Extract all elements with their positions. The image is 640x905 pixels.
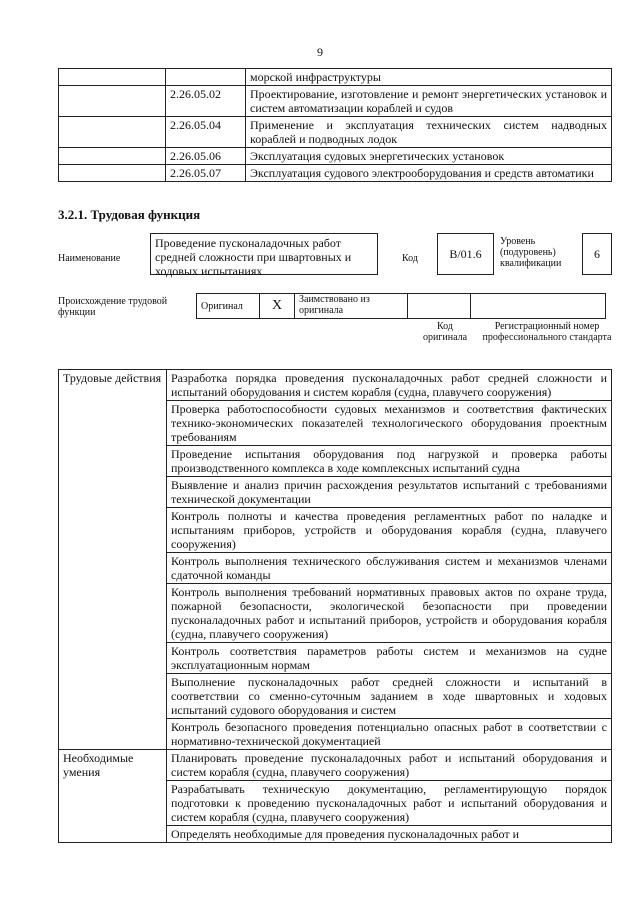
required-skills-item: Определять необходимые для проведения пусконаладочных работ и xyxy=(167,826,612,843)
section-heading: 3.2.1. Трудовая функция xyxy=(58,207,201,222)
table-row xyxy=(59,86,612,117)
labor-actions-item: Контроль безопасного проведения потенциально опасных работ в соответствии с нормативно-технической документацией xyxy=(167,719,612,750)
table-row xyxy=(59,165,612,182)
empty-cell xyxy=(59,165,166,182)
labor-actions-item: Контроль выполнения технического обслуживания систем и механизмов членами сдаточной команды xyxy=(167,553,612,584)
specialty-code: 2.26.05.07 xyxy=(166,165,246,182)
labor-actions-item: Контроль соответствия параметров работы систем и механизмов на судне эксплуатационным нормам xyxy=(167,643,612,674)
education-continuation-table xyxy=(58,68,612,182)
specialty-code: 2.26.05.06 xyxy=(166,148,246,165)
borrowed-label: Заимствовано из оригинала xyxy=(295,294,408,319)
table-row xyxy=(59,750,612,781)
page-number: 9 xyxy=(317,45,323,59)
origin-table xyxy=(196,293,606,319)
empty-cell xyxy=(59,69,166,86)
required-skills-header: Необходимые умения xyxy=(59,750,167,843)
labor-function-table xyxy=(58,369,612,843)
specialty-name: Эксплуатация судовых энергетических установок xyxy=(246,148,612,165)
table-row xyxy=(59,148,612,165)
code-label: Код xyxy=(402,253,418,264)
required-skills-item: Планировать проведение пусконаладочных работ и испытаний оборудования и систем корабля (судна, плавучего сооружения) xyxy=(167,750,612,781)
labor-actions-item: Разработка порядка проведения пусконаладочных работ средней сложности и испытаний оборудования и систем корабля (судна, плавучего сооружения) xyxy=(167,370,612,401)
specialty-name: Применение и эксплуатация технических систем надводных кораблей и подводных лодок xyxy=(246,117,612,148)
function-code-box: B/01.6 xyxy=(437,233,494,275)
original-label: Оригинал xyxy=(197,294,260,319)
labor-actions-item: Проверка работоспособности судовых механизмов и соответствия фактических технико-экономических показателей технологического оборудования проектным требованиям xyxy=(167,401,612,446)
reg-number-cell xyxy=(471,294,606,319)
table-row xyxy=(59,69,612,86)
table-row xyxy=(59,370,612,401)
specialty-code xyxy=(166,69,246,86)
labor-actions-item: Выявление и анализ причин расхождения результатов испытаний с требованиями технической документации xyxy=(167,477,612,508)
origin-label: Происхождение трудовой функции xyxy=(58,296,168,318)
specialty-name: морской инфраструктуры xyxy=(246,69,612,86)
labor-actions-item: Выполнение пусконаладочных работ средней сложности и испытаний в соответствии со сменно-суточным заданием в ходе швартовных и ходовых испытаний судового оборудования и систем xyxy=(167,674,612,719)
specialty-name: Проектирование, изготовление и ремонт энергетических установок и систем автоматизации кораблей и судов xyxy=(246,86,612,117)
code-original-cell xyxy=(408,294,471,319)
specialty-name: Эксплуатация судового электрооборудования и средств автоматики xyxy=(246,165,612,182)
name-label: Наименование xyxy=(58,253,121,264)
labor-actions-header: Трудовые действия xyxy=(59,370,167,750)
level-box: 6 xyxy=(582,233,612,275)
labor-actions-item: Контроль выполнения требований нормативных правовых актов по охране труда, пожарной безопасности, экологической безопасности при проведении пусконаладочных работ и испытаний приборов, устройств и оборудования корабля (судна, плавучего сооружения) xyxy=(167,584,612,643)
required-skills-item: Разрабатывать техническую документацию, регламентирующую порядок подготовки к проведению пусконаладочных работ и испытаний оборудования и систем корабля (судна, плавучего сооружения) xyxy=(167,781,612,826)
labor-actions-item: Контроль полноты и качества проведения регламентных работ по наладке и испытаниям приборов, устройств и оборудования корабля (судна, плавучего сооружения) xyxy=(167,508,612,553)
original-mark: X xyxy=(260,294,295,319)
code-original-label: Код оригинала xyxy=(422,321,468,343)
level-label: Уровень (подуровень) квалификации xyxy=(500,236,562,269)
labor-actions-item: Проведение испытания оборудования под нагрузкой и проверка работы производственного комплекса в ходе комплексных испытаний судна xyxy=(167,446,612,477)
empty-cell xyxy=(59,148,166,165)
function-name-box: Проведение пусконаладочных работ средней сложности при швартовных и ходовых испытаниях xyxy=(150,233,378,275)
specialty-code: 2.26.05.02 xyxy=(166,86,246,117)
empty-cell xyxy=(59,86,166,117)
table-row xyxy=(59,117,612,148)
specialty-code: 2.26.05.04 xyxy=(166,117,246,148)
empty-cell xyxy=(59,117,166,148)
reg-number-label: Регистрационный номер профессионального стандарта xyxy=(482,321,612,343)
